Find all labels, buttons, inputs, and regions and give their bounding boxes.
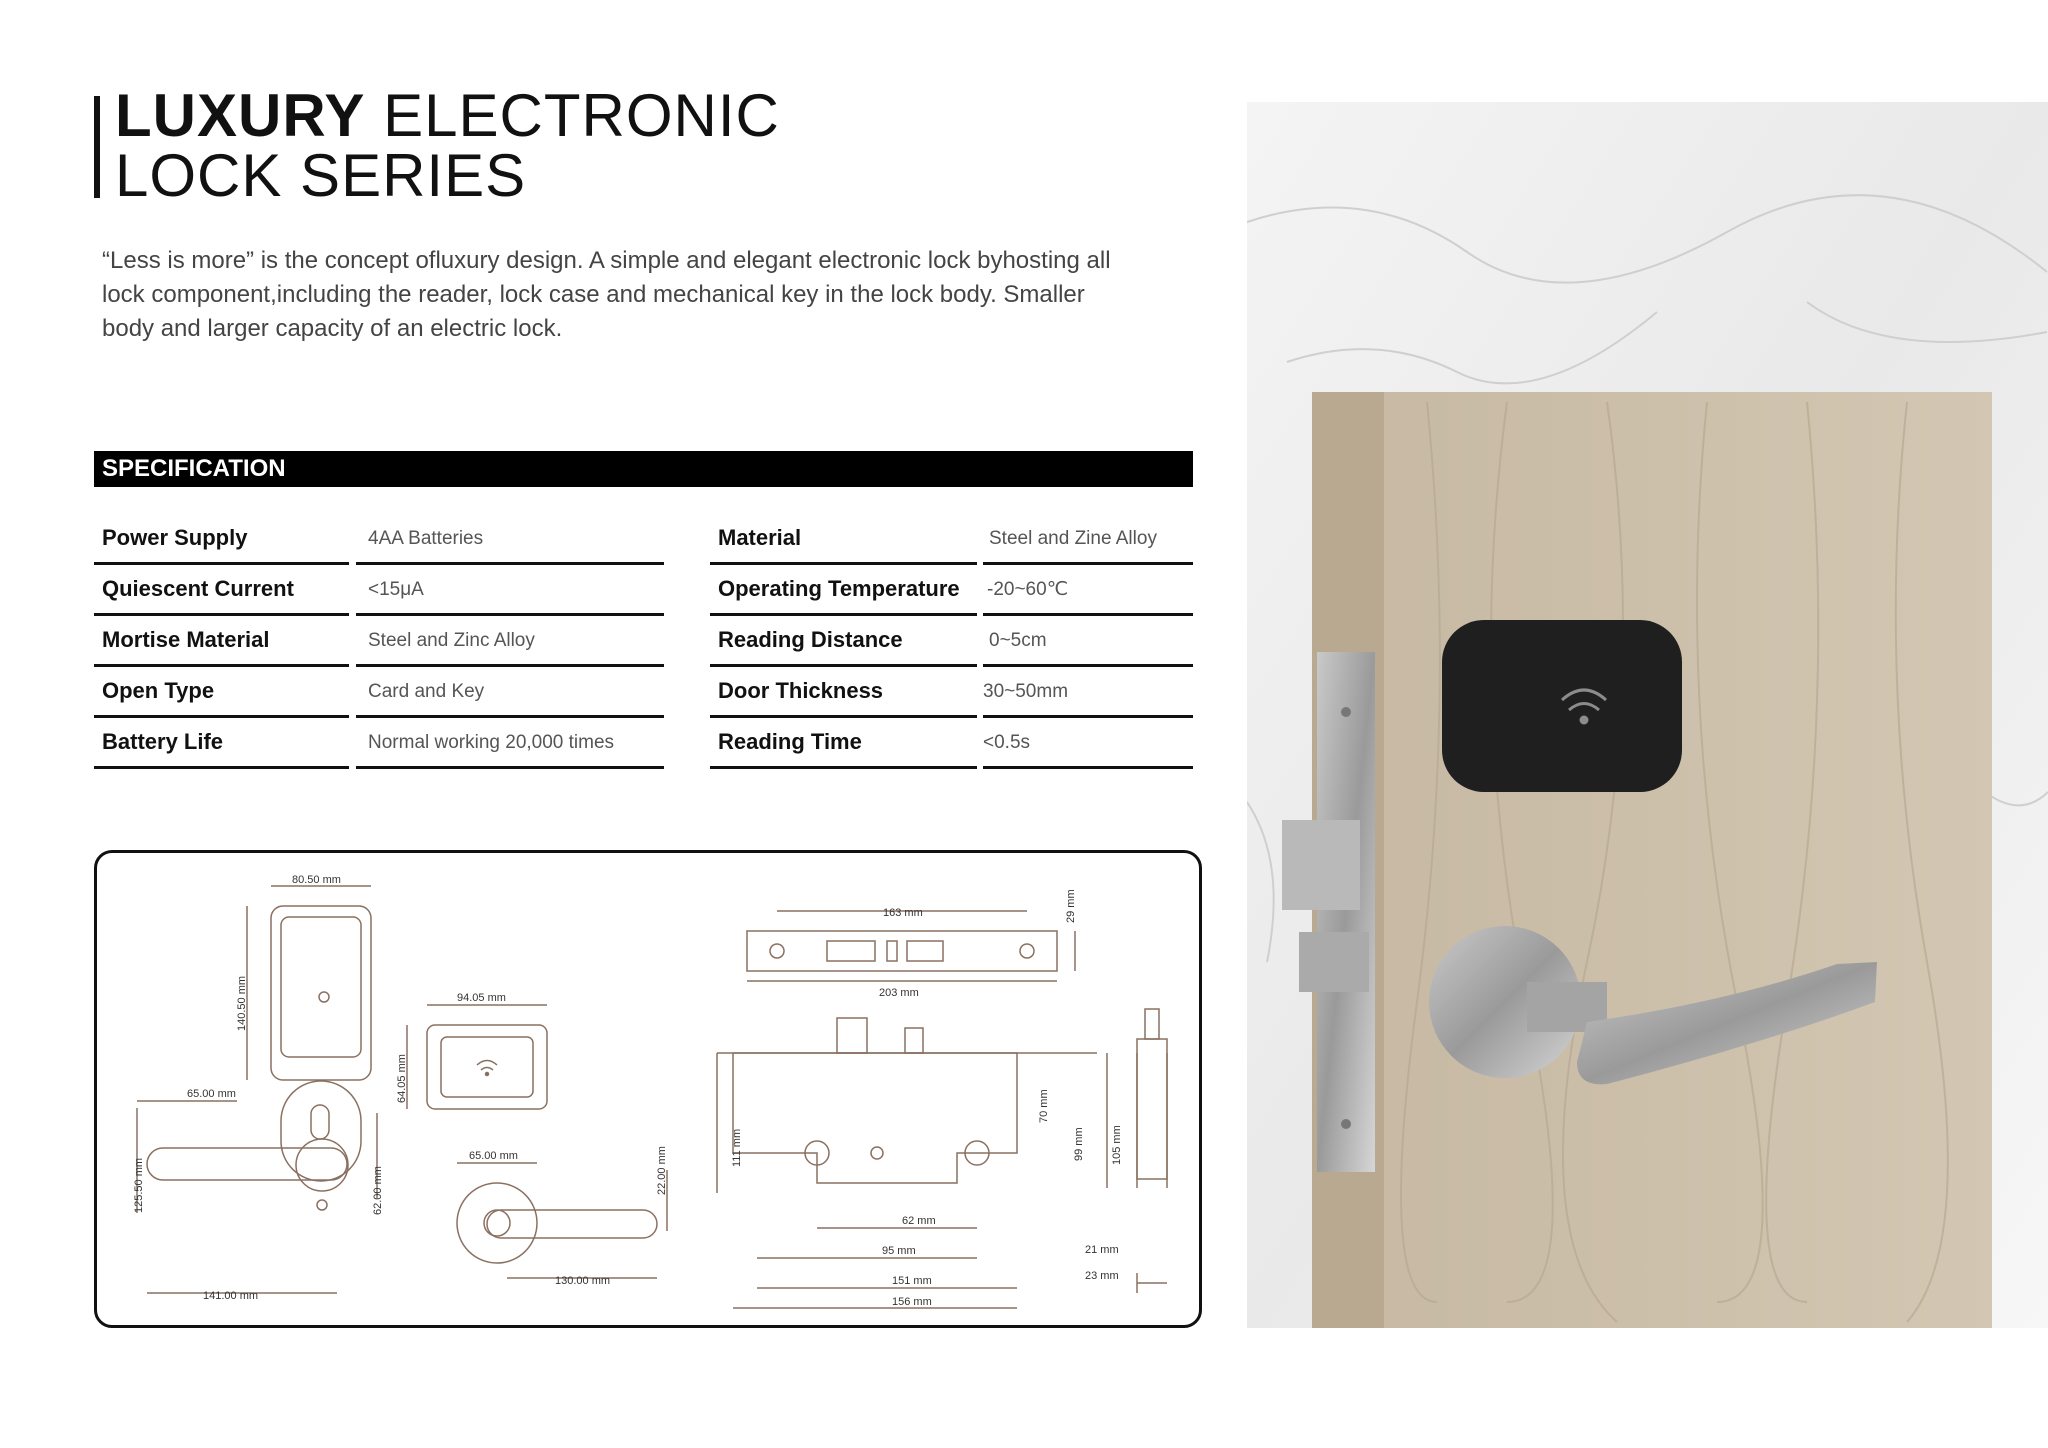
dim-label: 151 mm (892, 1275, 932, 1287)
dim-label: 70 mm (1038, 1089, 1050, 1123)
dim-label: 22.00 mm (656, 1146, 668, 1195)
faceplate (747, 931, 1057, 971)
description-text: “Less is more” is the concept ofluxury design. A simple and elegant electronic lock byhosting all lock component,including the reader, lock case and mechanical key in the lock body. Smaller body and larger capacity of an electric lock. (102, 247, 1111, 342)
title-line-2: LOCK SERIES (115, 142, 527, 209)
title-line-1 (115, 82, 780, 149)
spec-value: 0~5cm (983, 616, 1193, 667)
spec-header: SPECIFICATION (94, 451, 1193, 487)
title-rest: ELECTRONIC (383, 82, 780, 149)
deadbolt (1299, 932, 1369, 992)
dim-label: 23 mm (1085, 1270, 1119, 1282)
dim-label: 140.50 mm (236, 975, 248, 1031)
bottom-screw (317, 1200, 327, 1210)
reader-inner (281, 917, 361, 1057)
dim-label: 94.05 mm (457, 992, 506, 1004)
mortise-side-bolt (1145, 1009, 1159, 1039)
escutcheon-outline (281, 1081, 361, 1181)
spec-value: <0.5s (983, 718, 1193, 769)
spec-label: Material (710, 514, 977, 565)
dim-label: 80.50 mm (292, 874, 341, 886)
spec-label: Battery Life (94, 718, 349, 769)
title-accent-bar (94, 96, 100, 198)
dim-label: 62 mm (902, 1215, 936, 1227)
lever-front (147, 1148, 347, 1180)
wifi-icon (477, 1061, 497, 1076)
dim-label: 21 mm (1085, 1244, 1119, 1256)
door (1312, 392, 1992, 1328)
technical-drawing (94, 850, 1202, 1328)
spec-value: <15μA (356, 565, 664, 616)
spec-label: Door Thickness (710, 667, 977, 718)
spec-value: Steel and Zinc Alloy (356, 616, 664, 667)
mortise-body (733, 1053, 1017, 1183)
lever-side (487, 1210, 657, 1238)
dim-label: 105 mm (1111, 1125, 1123, 1165)
key-slot (311, 1105, 329, 1139)
faceplate-screw (770, 944, 784, 958)
latch-bolt (1282, 820, 1360, 910)
bolt-slot (887, 941, 897, 961)
rose-front (296, 1139, 348, 1191)
dim-label: 29 mm (1065, 889, 1077, 923)
dim-label: 65.00 mm (187, 1088, 236, 1100)
spec-value: 30~50mm (983, 667, 1193, 718)
spec-label: Operating Temperature (710, 565, 977, 616)
dim-label: 111 mm (731, 1128, 743, 1167)
dim-label: 65.00 mm (469, 1150, 518, 1162)
spec-label: Quiescent Current (94, 565, 349, 616)
spec-label: Open Type (94, 667, 349, 718)
spec-value: Normal working 20,000 times (356, 718, 664, 769)
dim-label: 203 mm (879, 987, 919, 999)
spec-value: -20~60℃ (983, 565, 1193, 616)
dim-label: 125.50 mm (133, 1157, 145, 1213)
cylinder-hole-small (871, 1147, 883, 1159)
dim-label: 62.00 mm (372, 1166, 384, 1215)
drawing-svg (97, 853, 1205, 1331)
spec-label: Mortise Material (94, 616, 349, 667)
photo-svg (1247, 102, 2048, 1328)
latch-bolt (837, 1018, 867, 1053)
dim-label: 99 mm (1073, 1127, 1085, 1161)
spec-label: Reading Distance (710, 616, 977, 667)
dim-label: 156 mm (892, 1296, 932, 1308)
faceplate (1317, 652, 1375, 1172)
faceplate-screw (1341, 707, 1351, 717)
dim-label: 95 mm (882, 1245, 916, 1257)
dim-label: 141.00 mm (203, 1290, 259, 1302)
mortise-side (1137, 1039, 1167, 1179)
card-reader (1442, 620, 1682, 792)
faceplate-screw (1020, 944, 1034, 958)
dim-label: 163 mm (883, 907, 923, 919)
spec-label: Power Supply (94, 514, 349, 565)
spec-value: Card and Key (356, 667, 664, 718)
spec-value: Steel and Zine Alloy (983, 514, 1193, 565)
rose-side (457, 1183, 537, 1263)
spindle (484, 1210, 510, 1236)
latch-slot (827, 941, 875, 961)
spec-label: Reading Time (710, 718, 977, 769)
page-title (115, 82, 780, 209)
dim-label: 64.05 mm (396, 1054, 408, 1103)
product-photo (1247, 102, 2048, 1328)
spec-value: 4AA Batteries (356, 514, 664, 565)
reader-screw (319, 992, 329, 1002)
dim-label: 130.00 mm (555, 1275, 611, 1287)
title-bold-word: LUXURY (115, 82, 366, 149)
deadbolt-slot (907, 941, 943, 961)
trigger-bolt (905, 1028, 923, 1053)
faceplate-screw (1341, 1119, 1351, 1129)
